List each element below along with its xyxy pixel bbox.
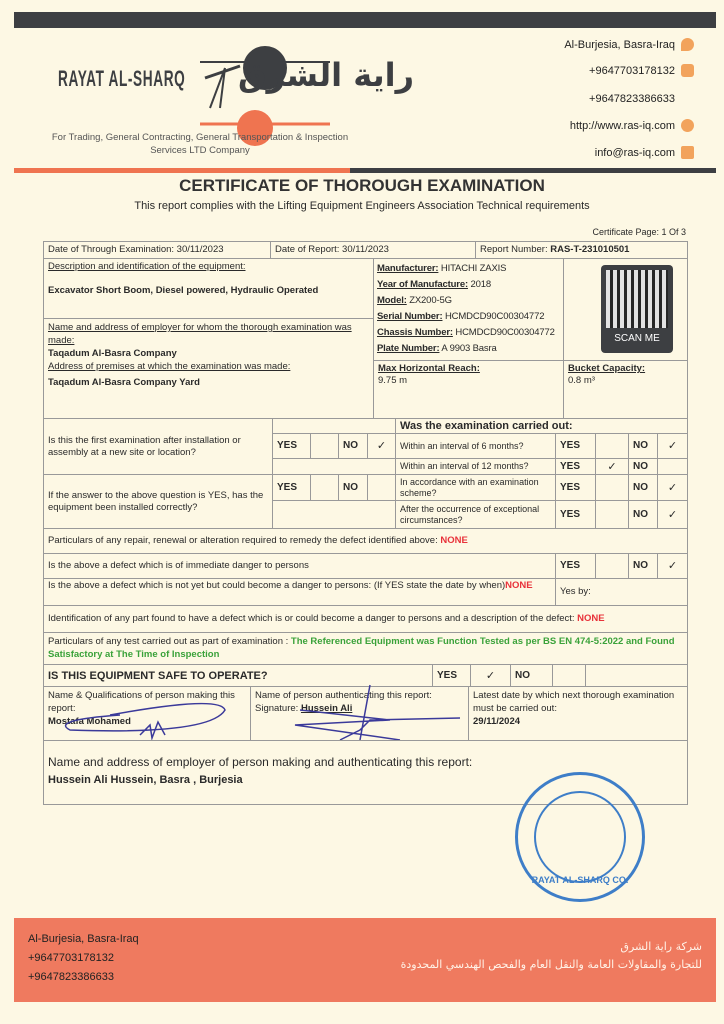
q2-yes-check[interactable] <box>310 474 339 501</box>
certificate-page: Certificate Page: 1 Of 3 <box>592 227 686 237</box>
immediate-no[interactable]: NO <box>628 553 658 579</box>
safe-yes-check[interactable]: ✓ <box>470 664 511 687</box>
divider-orange <box>14 168 350 173</box>
blank-cell <box>272 500 396 529</box>
equipment-specs: Manufacturer: HITACHI ZAXIS Year of Manufacture: 2018 Model: ZX200-5G Serial Number: HCMDCD90C00304772 Chassis Number: HCMDCD90C00304772 Plate Number: A 9903 Basra <box>373 258 564 361</box>
top-bar <box>14 12 716 28</box>
interval-4-no-check[interactable]: ✓ <box>657 500 688 529</box>
footer-phone2: +9647823386633 <box>28 971 114 983</box>
interval-1-label: Within an interval of 6 months? <box>395 433 556 459</box>
potential-danger-label: Is the above a defect which is not yet but could become a danger to persons: (If YES state the date by when)NONE <box>43 578 556 606</box>
footer-phone1: +9647703178132 <box>28 952 114 964</box>
safe-yes[interactable]: YES <box>432 664 471 687</box>
q1-yes-check[interactable] <box>310 433 339 459</box>
interval-1-yes-check[interactable] <box>595 433 629 459</box>
blank-cell <box>585 664 688 687</box>
logo-text-ar: راية الشرق <box>238 56 415 94</box>
safe-question: IS THIS EQUIPMENT SAFE TO OPERATE? <box>43 664 433 687</box>
subtitle: This report complies with the Lifting Equipment Engineers Association Technical requirements <box>134 200 590 212</box>
carried-out-heading: Was the examination carried out: <box>395 418 688 434</box>
contact-phone1: +9647703178132 <box>589 64 694 77</box>
safe-no[interactable]: NO <box>510 664 553 687</box>
interval-1-yes[interactable]: YES <box>555 433 596 459</box>
q2-no[interactable]: NO <box>338 474 368 501</box>
logo-text-en: RAYAT AL-SHARQ <box>58 66 186 91</box>
q1-no[interactable]: NO <box>338 433 368 459</box>
max-reach: Max Horizontal Reach: 9.75 m <box>373 360 564 419</box>
qr-code-icon[interactable]: SCAN ME <box>601 265 673 353</box>
contact-address: Al-Burjesia, Basra-Iraq <box>564 38 694 51</box>
q2-yes[interactable]: YES <box>272 474 311 501</box>
footer <box>14 918 716 1002</box>
repair-row: Particulars of any repair, renewal or alteration required to remedy the defect identified above: NONE <box>43 528 688 554</box>
safe-no-check[interactable] <box>552 664 586 687</box>
test-row: Particulars of any test carried out as part of examination : The Referenced Equipment was Function Tested as per BS EN 474-5:2022 and Found Satisfactory at The Time of Inspection <box>43 632 688 665</box>
report-authenticator: Name of person authenticating this report: Signature: Hussein Ali <box>250 686 469 741</box>
interval-2-no-check[interactable] <box>657 458 688 475</box>
immediate-yes[interactable]: YES <box>555 553 596 579</box>
divider-dark <box>350 168 716 173</box>
immediate-yes-check[interactable] <box>595 553 629 579</box>
phone-icon <box>681 64 694 77</box>
report-maker: Name & Qualifications of person making this report: Mostafa Mohamed <box>43 686 251 741</box>
interval-4-yes[interactable]: YES <box>555 500 596 529</box>
footer-arabic-name: شركة راية الشرق <box>620 940 702 953</box>
equipment-description: Description and identification of the equipment: Excavator Short Boom, Diesel powered, Hydraulic Operated <box>43 258 374 319</box>
globe-icon <box>681 119 694 132</box>
q-installed-correctly: If the answer to the above question is YES, has the equipment been installed correctly? <box>43 474 273 529</box>
footer-arabic-tagline: للتجارة والمقاولات العامة والنقل العام والفحص الهندسي المحدودة <box>400 958 702 971</box>
report-number: Report Number: RAS-T-231010501 <box>475 241 688 259</box>
interval-3-label: In accordance with an examination scheme? <box>395 474 556 501</box>
q1-yes[interactable]: YES <box>272 433 311 459</box>
contact-email[interactable]: info@ras-iq.com <box>595 146 694 159</box>
interval-2-label: Within an interval of 12 months? <box>395 458 556 475</box>
interval-3-yes-check[interactable] <box>595 474 629 501</box>
employer-info: Name and address of employer for whom the thorough examination was made: Taqadum Al-Basra Company Address of premises at which the examination was made: Taqadum Al-Basra Company Yard <box>43 318 374 419</box>
immediate-no-check[interactable]: ✓ <box>657 553 688 579</box>
q2-no-check[interactable] <box>367 474 396 501</box>
interval-3-no[interactable]: NO <box>628 474 658 501</box>
interval-4-label: After the occurrence of exceptional circumstances? <box>395 500 556 529</box>
q1-no-check[interactable]: ✓ <box>367 433 396 459</box>
yes-by[interactable]: Yes by: <box>555 578 688 606</box>
q-first-exam: Is this the first examination after installation or assembly at a new site or location? <box>43 418 273 475</box>
identification-row: Identification of any part found to have a defect which is or could become a danger to persons and a description of the defect: NONE <box>43 605 688 633</box>
location-pin-icon <box>681 38 694 51</box>
interval-3-no-check[interactable]: ✓ <box>657 474 688 501</box>
interval-3-yes[interactable]: YES <box>555 474 596 501</box>
employer-of-author: Name and address of employer of person making and authenticating this report: Hussein Ali Hussein, Basra , Burjesia <box>43 740 688 805</box>
immediate-danger-label: Is the above a defect which is of immediate danger to persons <box>43 553 556 579</box>
interval-1-no[interactable]: NO <box>628 433 658 459</box>
tagline: For Trading, General Contracting, General Transportation & Inspection Services LTD Company <box>51 132 349 156</box>
qr-cell <box>563 258 688 361</box>
blank-cell <box>272 458 396 475</box>
next-exam-date: Latest date by which next thorough examination must be carried out: 29/11/2024 <box>468 686 688 741</box>
company-stamp: RAYAT AL-SHARQ CO. <box>515 772 645 902</box>
page-title: CERTIFICATE OF THOROUGH EXAMINATION <box>179 176 545 195</box>
report-date: Date of Report: 30/11/2023 <box>270 241 476 259</box>
footer-address: Al-Burjesia, Basra-Iraq <box>28 933 139 945</box>
interval-4-yes-check[interactable] <box>595 500 629 529</box>
bucket-capacity: Bucket Capacity: 0.8 m³ <box>563 360 688 419</box>
interval-4-no[interactable]: NO <box>628 500 658 529</box>
blank-cell <box>272 418 396 434</box>
contact-phone2: +9647823386633 <box>589 93 675 105</box>
interval-2-yes-check[interactable]: ✓ <box>595 458 629 475</box>
exam-date: Date of Through Examination: 30/11/2023 <box>43 241 271 259</box>
interval-2-no[interactable]: NO <box>628 458 658 475</box>
interval-2-yes[interactable]: YES <box>555 458 596 475</box>
email-icon <box>681 146 694 159</box>
contact-website[interactable]: http://www.ras-iq.com <box>570 119 694 132</box>
interval-1-no-check[interactable]: ✓ <box>657 433 688 459</box>
